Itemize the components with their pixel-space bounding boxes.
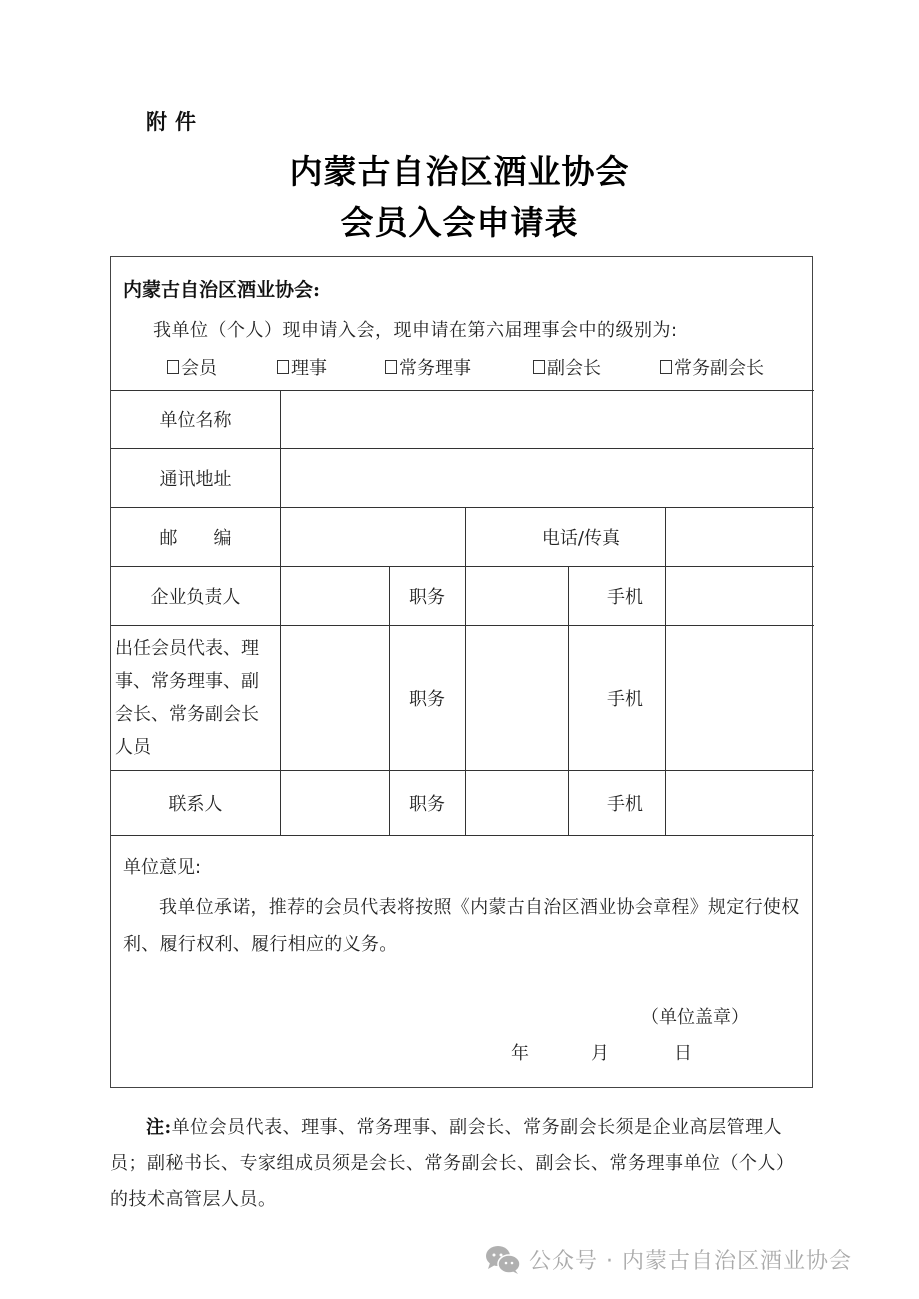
unit-name-field[interactable]	[280, 390, 814, 448]
seal-label: （单位盖章）	[641, 1007, 749, 1028]
checkbox[interactable]	[167, 360, 179, 374]
contact-mobile-field[interactable]	[665, 770, 814, 835]
date-year-label: 年	[511, 1043, 529, 1064]
address-field[interactable]	[280, 448, 814, 507]
phone-fax-field[interactable]	[665, 507, 814, 566]
watermark-text: 公众号 · 内蒙古自治区酒业协会	[529, 1249, 852, 1274]
representative-field[interactable]	[280, 625, 389, 770]
level-option-director[interactable]	[277, 354, 327, 380]
level-option-member[interactable]	[167, 354, 217, 380]
level-label: 理事	[291, 358, 327, 379]
membership-level-options	[111, 354, 814, 380]
intro-statement: 我单位（个人）现申请入会，现申请在第六届理事会中的级别为:	[153, 320, 678, 341]
date-month-label: 月	[591, 1043, 609, 1064]
legal-rep-mobile-field[interactable]	[665, 566, 814, 625]
representative-mobile-label: 手机	[607, 688, 643, 710]
unit-name-label: 单位名称	[159, 410, 232, 431]
opinion-heading: 单位意见:	[123, 857, 202, 878]
representative-label: 出任会员代表、理事、常务理事、副会长、常务副会长人员	[115, 637, 259, 758]
wechat-icon	[485, 1245, 521, 1275]
document-subtitle: 会员入会申请表	[340, 203, 579, 242]
address-label: 通讯地址	[159, 468, 232, 490]
wechat-watermark	[485, 1244, 852, 1275]
phone-fax-label: 电话/传真	[541, 527, 620, 549]
contact-position-field[interactable]	[465, 770, 568, 835]
application-form	[110, 256, 813, 1088]
document-title: 内蒙古自治区酒业协会	[289, 152, 630, 191]
level-option-vice-president[interactable]	[533, 354, 601, 380]
representative-position-label: 职务	[409, 688, 445, 710]
footnote-text: 单位会员代表、理事、常务理事、副会长、常务副会长须是企业高层管理人员；副秘书长、专家组成员须是会长、常务副会长、副会长、常务理事单位（个人）的技术高管层人员。	[110, 1117, 786, 1210]
footnote-label: 注:	[146, 1117, 172, 1138]
divider	[111, 835, 814, 836]
checkbox[interactable]	[385, 360, 397, 374]
attachment-label: 附件	[146, 110, 204, 134]
postcode-field[interactable]	[280, 507, 465, 566]
level-label: 会员	[181, 358, 217, 379]
checkbox[interactable]	[660, 360, 672, 374]
level-label: 副会长	[547, 358, 601, 379]
level-option-executive-vice-president[interactable]	[660, 354, 764, 380]
contact-position-label: 职务	[409, 793, 445, 815]
level-label: 常务理事	[399, 358, 471, 379]
footnote	[110, 1110, 790, 1218]
level-option-executive-director[interactable]	[385, 354, 471, 380]
representative-position-field[interactable]	[465, 625, 568, 770]
postcode-label: 邮 编	[159, 527, 232, 549]
legal-rep-mobile-label: 手机	[607, 586, 643, 608]
contact-label: 联系人	[168, 793, 223, 815]
legal-rep-field[interactable]	[280, 566, 389, 625]
legal-rep-position-label: 职务	[409, 586, 445, 608]
representative-mobile-field[interactable]	[665, 625, 814, 770]
contact-mobile-label: 手机	[607, 793, 643, 815]
date-day-label: 日	[674, 1043, 692, 1064]
level-label: 常务副会长	[674, 358, 764, 379]
legal-rep-position-field[interactable]	[465, 566, 568, 625]
contact-field[interactable]	[280, 770, 389, 835]
legal-rep-label: 企业负责人	[150, 586, 241, 608]
checkbox[interactable]	[533, 360, 545, 374]
addressee: 内蒙古自治区酒业协会:	[123, 279, 321, 301]
opinion-statement: 我单位承诺，推荐的会员代表将按照《内蒙古自治区酒业协会章程》规定行使权 利、履行权利、履行相应的义务。	[123, 897, 800, 955]
checkbox[interactable]	[277, 360, 289, 374]
